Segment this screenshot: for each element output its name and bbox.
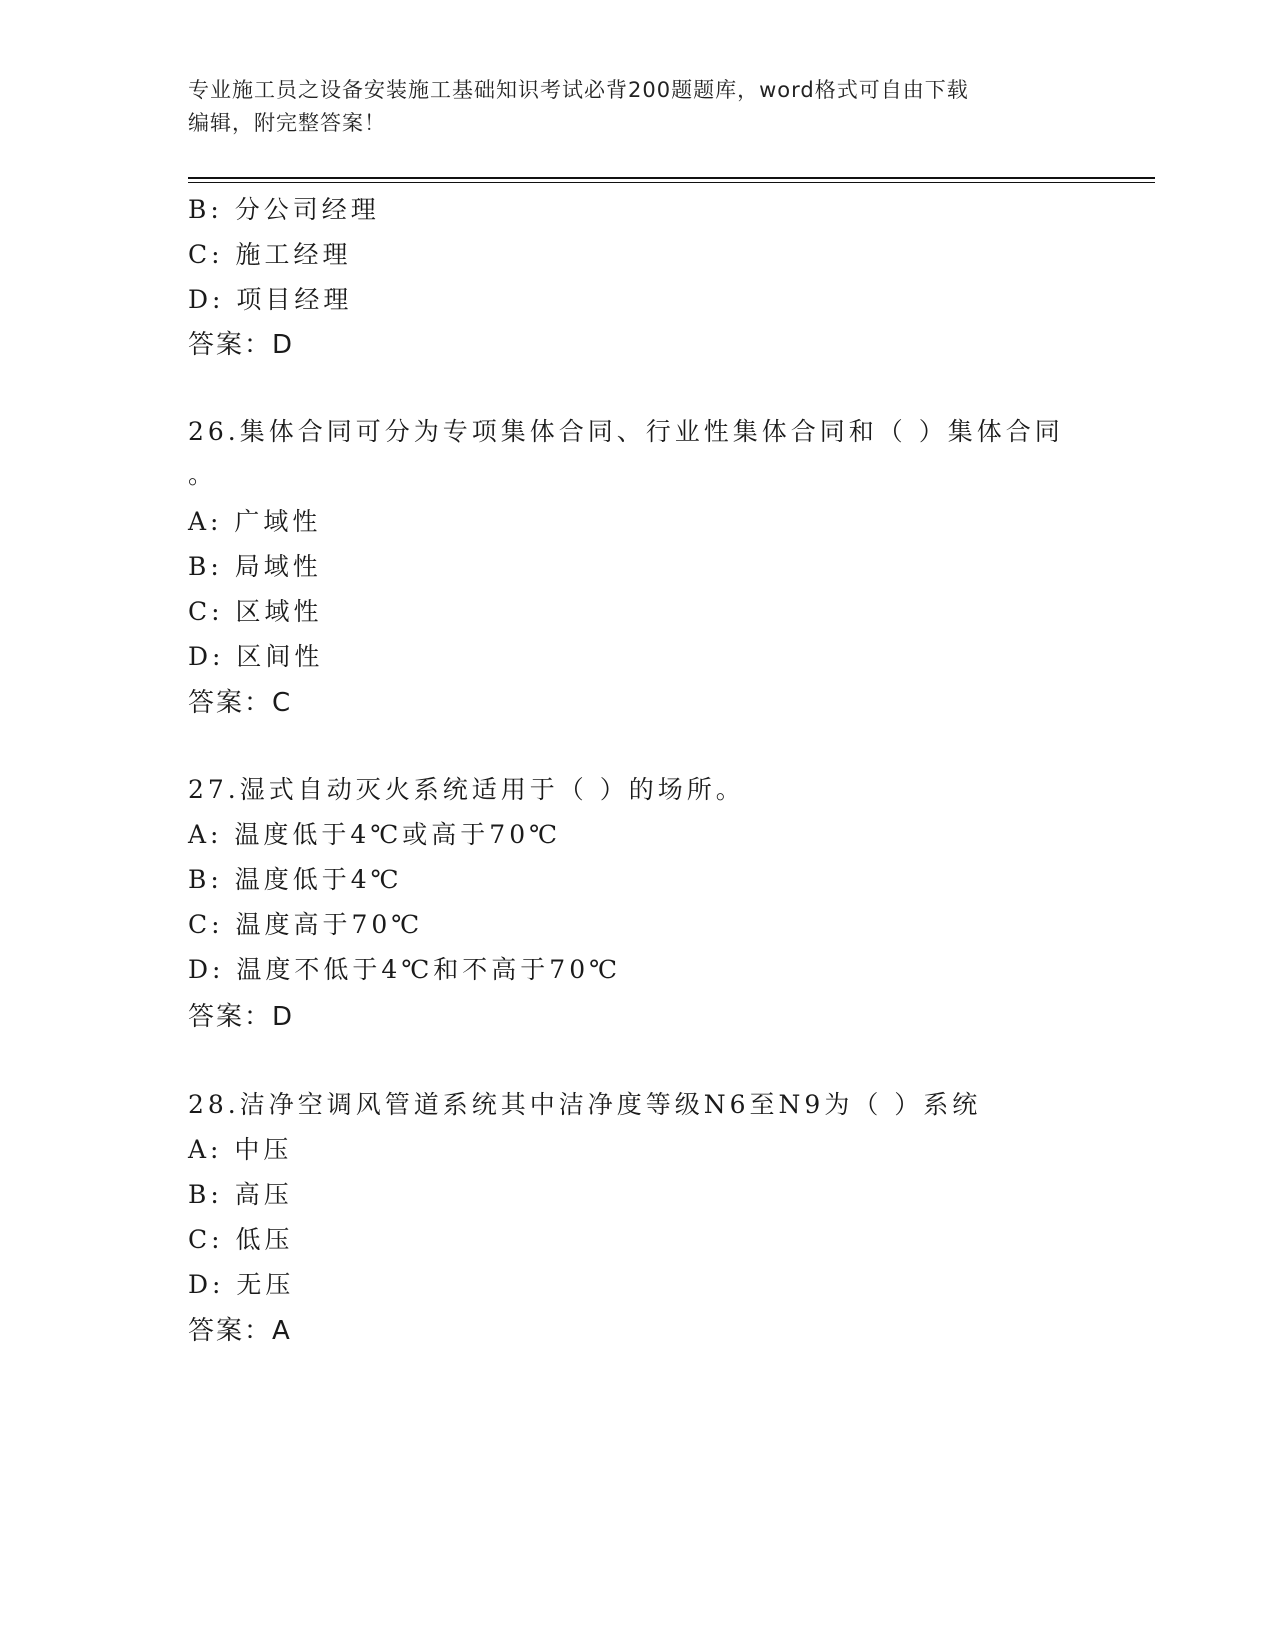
option-d: D: 无压 (188, 1270, 295, 1299)
option-d: D: 温度不低于4℃和不高于70℃ (188, 955, 622, 984)
option-c: C: 施工经理 (188, 240, 352, 269)
header-line-1: 专业施工员之设备安装施工基础知识考试必背200题题库，word格式可自由下载 (188, 78, 969, 102)
option-c: C: 区域性 (188, 597, 323, 626)
option-b: B: 局域性 (188, 552, 322, 581)
header-divider-thin (188, 182, 1155, 183)
header-line-2: 编辑，附完整答案！ (188, 111, 386, 135)
option-a: A: 广域性 (188, 507, 322, 536)
option-b: B: 温度低于4℃ (188, 865, 403, 894)
answer-line: 答案：A (188, 1316, 292, 1346)
option-a: A: 中压 (188, 1135, 293, 1164)
option-a: A: 温度低于4℃或高于70℃ (188, 820, 562, 849)
option-b: B: 高压 (188, 1180, 293, 1209)
answer-line: 答案：C (188, 688, 293, 718)
question-stem-continuation: 。 (188, 460, 218, 489)
question-stem: 26.集体合同可分为专项集体合同、行业性集体合同和（ ）集体合同 (188, 417, 1064, 446)
answer-line: 答案：D (188, 330, 295, 360)
page-header (188, 74, 1088, 140)
answer-line: 答案：D (188, 1002, 295, 1032)
question-stem: 27.湿式自动灭火系统适用于（ ）的场所。 (188, 775, 745, 804)
option-d: D: 项目经理 (188, 285, 353, 314)
option-b: B: 分公司经理 (188, 195, 380, 224)
option-c: C: 低压 (188, 1225, 294, 1254)
question-stem: 28.洁净空调风管道系统其中洁净度等级N6至N9为（ ）系统 (188, 1090, 982, 1119)
option-c: C: 温度高于70℃ (188, 910, 424, 939)
header-divider-thick (188, 177, 1155, 179)
option-d: D: 区间性 (188, 642, 324, 671)
